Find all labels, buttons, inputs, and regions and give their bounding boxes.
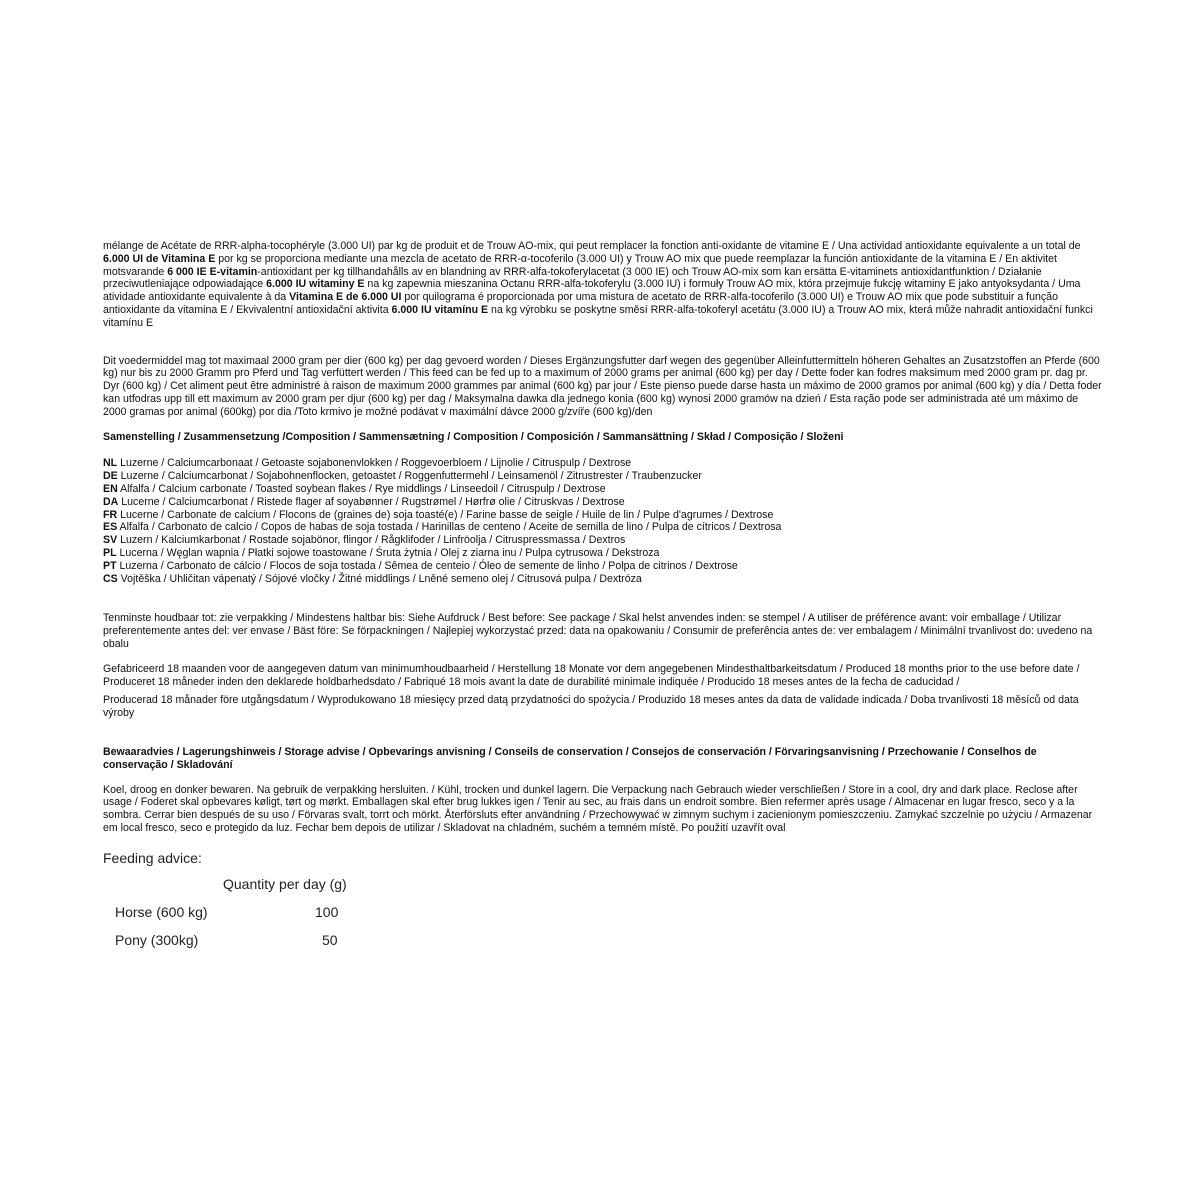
ingredients-text: Luzerna / Carbonato de cálcio / Flocos de soja tostada / Sêmea de centeio / Óleo de semente de linho / Polpa de citrinos / Dextrose [116,559,738,572]
feeding-row-pony [115,932,338,948]
ingredients-text: Lucerne / Carbonate de calcium / Flocons de (graines de) soja toasté(e) / Farine basse de seigle / Huile de lin / Pulpe d'agrumes / Dextrose [117,508,774,521]
quantity-value: 100 [315,904,339,920]
composition-line-sv [103,534,1103,547]
feeding-row-horse [115,904,338,920]
composition-line-da [103,496,1103,509]
label-document [103,240,1103,835]
language-code: EN [103,482,118,495]
animal-label: Horse (600 kg) [115,904,208,920]
quantity-value: 50 [322,932,338,948]
composition-line-nl [103,457,1103,470]
vitamin-text-bold: 6 000 IE E-vitamin [167,265,258,278]
vitamin-text-bold: 6.000 UI de Vitamina E [103,252,216,265]
animal-label: Pony (300kg) [115,932,199,948]
feeding-advice-table [103,850,347,948]
language-code: NL [103,457,118,470]
language-code: DA [103,495,119,508]
ingredients-text: Luzern / Kalciumkarbonat / Rostade sojabönor, flingor / Rågklifoder / Linfröolja / Citruspressmassa / Dextros [117,534,626,547]
vitamin-text-part: na kg zapewnia mieszanina Octanu RRR-alfa-tokoferylu (3.000 IU) i formuły Trouw AO mix, która przejmuje fukcję witaminy E jako antyoksydanta / Uma atividade antioxidante equivalente à da [103,278,1081,304]
language-code: SV [103,534,118,547]
ingredients-text: Luzerne / Calciumcarbonat / Sojabohnenflocken, getoastet / Roggenfuttermehl / Leinsamenöl / Zitrustrester / Traubenzucker [117,470,702,483]
best-before-paragraph: Tenminste houdbaar tot: zie verpakking / Mindestens haltbar bis: Siehe Aufdruck / Best before: See package / Skal helst anvendes inden: se stempel / A utiliser de préférence avant: voir emballage / Utilizar preferentemente antes del: ver envase / Bäst före: Se förpackningen / Najlepiej wykorzystać przed: data na opakowaniu / Consumir de preferência antes de: ver embalagem / Minimální trvanlivost do: uvedeno na obalu [103,612,1093,650]
ingredients-text: Vojtěška / Uhličitan vápenatý / Sójové vločky / Žitné middlings / Lněné semeno olej / Citrusová pulpa / Dextróza [117,572,642,585]
composition-line-en [103,483,1103,496]
composition-line-fr [103,509,1103,522]
ingredients-text: Lucerna / Węglan wapnia / Płatki sojowe toastowane / Śruta żytnia / Olej z ziarna inu / Pulpa cytrusowa / Dekstroza [116,546,660,559]
composition-heading: Samenstelling / Zusammensetzung /Composition / Sammensætning / Composition / Composición / Sammansättning / Skład / Composição / Složeni [103,430,844,443]
language-code: CS [103,572,118,585]
composition-line-es [103,521,1103,534]
quantity-column-header: Quantity per day (g) [223,876,347,892]
ingredients-text: Alfalfa / Calcium carbonate / Toasted soybean flakes / Rye middlings / Linseedoil / Citruspulp / Dextrose [117,482,606,495]
ingredients-text: Lucerne / Calciumcarbonat / Ristede flager af soyabønner / Rugstrømel / Hørfrø olie / Citruskvas / Dextrose [118,495,625,508]
produced-paragraph-continued: Producerad 18 månader före utgångsdatum / Wyprodukowano 18 miesięcy przed datą przydatności do spożycia / Produzido 18 meses antes da data de validade indicada / Doba trvanlivosti 18 měsíců od data výroby [103,694,1079,720]
vitamin-e-paragraph [103,240,1103,330]
composition-list [103,457,1103,585]
vitamin-text-part: por kg se proporciona mediante una mezcla de acetato de RRR-α-tocoferilo (3.000 UI) y Trouw AO mix que puede reemplazar la función antioxidante de la vitamina E / En aktivitet motsvarande [103,252,1057,278]
vitamin-text-part: -antioxidant per kg tillhandahålls av en blandning av RRR-alfa-tokoferylacetat (3 000 IE) och Trouw AO-mix som kan ersätta E-vitaminets antioxidantfunktion / Działanie przeciwutleniające odpowiadające [103,265,1042,291]
vitamin-text-part: mélange de Acétate de RRR-alpha-tocophéryle (3.000 UI) par kg de produit et de Trouw AO-mix, qui peut remplacer la fonction anti-oxidante de vitamine E / Una actividad antioxidante equivalente a un total de [103,240,1081,252]
storage-paragraph: Koel, droog en donker bewaren. Na gebruik de verpakking hersluiten. / Kühl, trocken und dunkel lagern. Die Verpackung nach Gebrauch wieder verschließen / Store in a cool, dry and dark place. Reclose after usage / Foderet skal opbevares køligt, tørt og mørkt. Emballagen skal efter brug lukkes igen / Tenir au sec, au frais dans un endroit sombre. Bien refermer après usage / Almacenar en lugar fresco, seco y a la sombra. Cerrar bien después de su uso / Förvaras svalt, torrt och mörkt. Återförsluts efter användning / Przechowywać w zimnym suchym i zacienionym pomieszczeniu. Zamykać szczelnie po użyciu / Armazenar em local fresco, seco e protegido da luz. Fechar bem depois de utilizar / Skladovat na chladném, suchém a temném místě. Po použití uzavřít oval [103,783,1093,834]
composition-line-pt [103,560,1103,573]
max-feed-paragraph: Dit voedermiddel mag tot maximaal 2000 gram per dier (600 kg) per dag gevoerd worden / Dieses Ergänzungsfutter darf wegen des gegenüber Alleinfuttermitteln höheren Gehaltes an Zusatzstoffen an Pferde (600 kg) nur bis zu 2000 Gramm pro Pferd und Tag verfüttert werden / This feed can be fed up to a maximum of 2000 grams per animal (600 kg) per day / Dette foder kan fodres maksimum med 2000 gram pr. dag pr. Dyr (600 kg) / Cet aliment peut être administré à raison de maximum 2000 grammes par animal (600 kg) par jour / Este pienso puede darse hasta un máximo de 2000 gramos por animal (600 kg) y día / Detta foder kan utfodras upp till ett maximum av 2000 gram per djur (600 kg) per dag / Maksymalna dawka dla jednego konia (600 kg) wynosi 2000 gramów na dzień / Esta ração pode ser administrada até um máximo de 2000 gramas por animal (600kg) por dia /Toto krmivo je možné podávat v maximální dávce 2000 g/zvíře (600 kg)/den [103,354,1102,418]
vitamin-text-bold: 6.000 IU vitamínu E [391,303,489,316]
composition-line-pl [103,547,1103,560]
ingredients-text: Luzerne / Calciumcarbonaat / Getoaste sojabonenvlokken / Roggevoerbloem / Lijnolie / Citruspulp / Dextrose [117,457,632,470]
vitamin-text-part: na kg výrobku se poskytne směsí RRR-alfa-tokoferyl acetátu (3.000 IU) a Trouw AO mix, která může nahradit antioxidační funkci vitamínu E [103,303,1093,329]
language-code: PL [103,546,117,559]
language-code: FR [103,508,118,521]
language-code: DE [103,470,118,483]
storage-heading: Bewaaradvies / Lagerungshinweis / Storage advise / Opbevarings anvisning / Conseils de conservation / Consejos de conservación / Förvaringsanvisning / Przechowanie / Conselhos de conservação / Skladování [103,745,1037,771]
ingredients-text: Alfalfa / Carbonato de calcio / Copos de habas de soja tostada / Harinillas de centeno / Aceite de semilla de lino / Pulpa de cítricos / Dextrosa [117,521,782,534]
feeding-advice-title: Feeding advice: [103,850,202,866]
vitamin-text-part: por quilograma é proporcionada por uma mistura de acetato de RRR-alfa-tocoferilo (3.000 UI) e Trouw AO mix que pode substituir a função antioxidante da vitamina E / Ekvivalentní antioxidační aktivita [103,291,1058,316]
language-code: PT [103,559,117,572]
produced-paragraph: Gefabriceerd 18 maanden voor de aangegeven datum van minimumhoudbaarheid / Herstellung 18 Monate vor dem angegebenen Mindesthaltbarkeitsdatum / Produced 18 months prior to the use before date / Produceret 18 måneder inden den deklarede holdbarhedsdato / Fabriqué 18 mois avant la date de durabilité minimale indiquée / Producido 18 meses antes de la fecha de caducidad / [103,662,1080,688]
composition-line-de [103,470,1103,483]
language-code: ES [103,521,118,534]
vitamin-text-bold: 6.000 IU witaminy E [266,278,365,291]
vitamin-text-bold: Vitamina E de 6.000 UI [289,291,402,304]
composition-line-cs [103,573,1103,586]
